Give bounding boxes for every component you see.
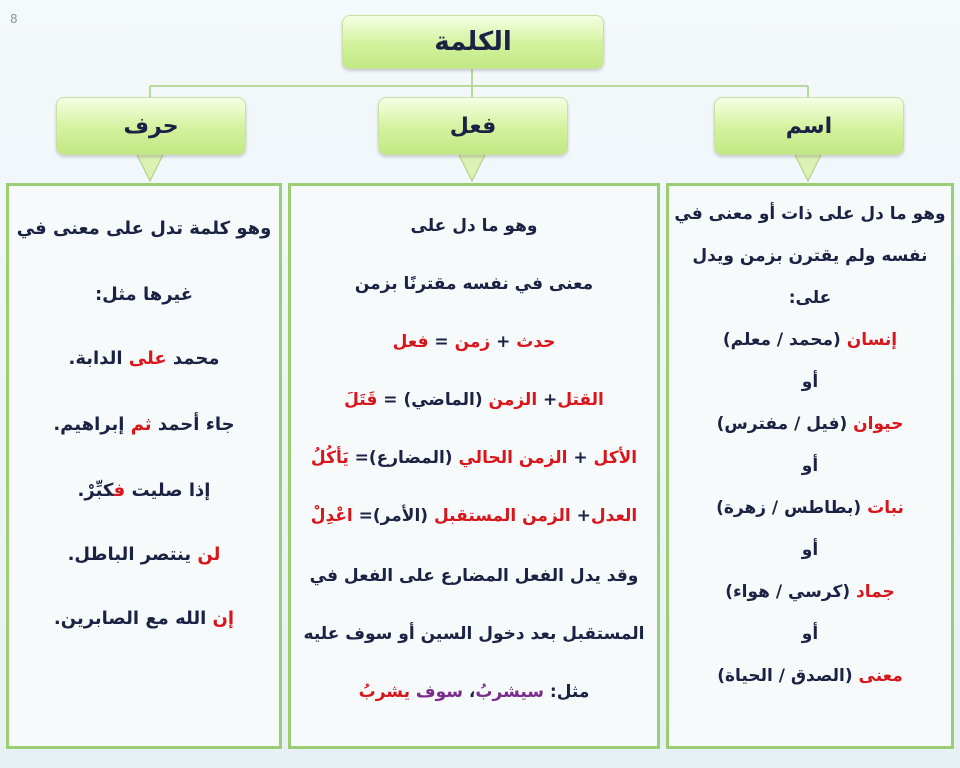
example-event: العدل	[590, 506, 638, 526]
example-tense: (الماضي) =	[377, 390, 489, 410]
verb-definition-box	[288, 183, 660, 749]
example-text: الله مع الصابرين.	[53, 608, 213, 629]
noun-definition-box	[666, 183, 954, 749]
noun-example-human	[673, 330, 947, 350]
example-detail: (محمد / معلم)	[722, 330, 847, 350]
particle-definition-box	[6, 183, 282, 749]
or-separator: أو	[801, 540, 819, 560]
example-plus: +	[570, 506, 591, 526]
example-text: إبراهيم.	[53, 414, 131, 435]
arrow-down-icon	[458, 153, 486, 181]
verb-note-line-2: المستقبل بعد دخول السين أو سوف عليه	[303, 624, 645, 644]
particle-example-1	[13, 348, 275, 369]
example-separator: ،	[463, 682, 476, 702]
noun-example-animal	[673, 414, 947, 434]
example-text: جاء أحمد	[151, 414, 235, 435]
category-node-particle	[56, 97, 246, 155]
noun-def-line-3: على:	[788, 288, 832, 308]
verb-equation	[295, 332, 653, 352]
example-time: الزمن الحالي	[458, 448, 568, 468]
particle-def-line-2: غيرها مثل:	[94, 284, 194, 305]
example-verb: يَأكُلُ	[310, 448, 349, 468]
example-tense: (الأمر)=	[352, 506, 434, 526]
example-verb: اعْدِلْ	[310, 506, 353, 526]
verb-def-line-1: وهو ما دل على	[410, 216, 538, 236]
verb-example-present	[295, 448, 653, 468]
example-particle: ثم	[130, 414, 152, 435]
example-event: الأكل	[593, 448, 638, 468]
category-label-noun: اسم	[785, 113, 833, 139]
category-label-particle: حرف	[123, 113, 179, 139]
or-separator: أو	[801, 624, 819, 644]
example-event: القتل	[557, 390, 604, 410]
verb-example-past	[295, 390, 653, 410]
example-time: الزمن المستقبل	[433, 506, 571, 526]
example-future-sin: سيشربُ	[475, 682, 545, 702]
example-detail: (فيل / مفترس)	[716, 414, 854, 434]
example-time: الزمن	[488, 390, 538, 410]
example-text: كبِّرْ.	[77, 480, 114, 501]
equation-verb: فعل	[392, 332, 429, 352]
or-separator: أو	[801, 456, 819, 476]
particle-example-2	[13, 414, 275, 435]
verb-note-line-1: وقد يدل الفعل المضارع على الفعل في	[309, 566, 639, 586]
example-text: ينتصر الباطل.	[67, 544, 198, 565]
root-label: الكلمة	[434, 27, 512, 57]
example-keyword: إنسان	[846, 330, 898, 350]
root-node-word	[342, 15, 604, 69]
example-keyword: جماد	[856, 582, 895, 602]
equation-time: زمن	[454, 332, 491, 352]
example-particle: لن	[197, 544, 221, 565]
example-text: محمد	[166, 348, 220, 369]
category-label-verb: فعل	[449, 113, 497, 139]
category-node-noun	[714, 97, 904, 155]
equation-event: حدث	[516, 332, 556, 352]
example-detail: (بطاطس / زهرة)	[716, 498, 868, 518]
example-particle: إن	[212, 608, 235, 629]
arrow-down-icon	[794, 153, 822, 181]
equation-plus: +	[490, 332, 517, 352]
particle-example-5	[13, 608, 275, 629]
noun-def-line-2: نفسه ولم يقترن بزمن ويدل	[692, 246, 928, 266]
example-plus: +	[567, 448, 594, 468]
example-detail: (الصدق / الحياة)	[717, 666, 859, 686]
example-keyword: نبات	[867, 498, 904, 518]
particle-def-line-1: وهو كلمة تدل على معنى في	[16, 218, 272, 239]
example-keyword: حيوان	[853, 414, 904, 434]
noun-example-plant	[673, 498, 947, 518]
noun-example-meaning	[673, 666, 947, 686]
example-particle: ف	[113, 480, 126, 501]
arrow-down-icon	[136, 153, 164, 181]
example-particle: على	[128, 348, 167, 369]
verb-example-imperative	[295, 506, 653, 526]
example-verb: قَتَلَ	[344, 390, 378, 410]
particle-example-3	[13, 480, 275, 501]
verb-note-example	[295, 682, 653, 702]
category-node-verb	[378, 97, 568, 155]
example-plus: +	[537, 390, 558, 410]
example-text: الدابة.	[68, 348, 129, 369]
example-keyword: معنى	[858, 666, 903, 686]
page-number: 8	[10, 12, 18, 26]
example-future-verb: يشربُ	[358, 682, 416, 702]
example-label: مثل:	[544, 682, 590, 702]
example-detail: (كرسي / هواء)	[725, 582, 857, 602]
verb-def-line-2: معنى في نفسه مقترنًا بزمن	[354, 274, 594, 294]
example-text: إذا صليت	[125, 480, 211, 501]
or-separator: أو	[801, 372, 819, 392]
example-future-sawfa: سوف	[415, 682, 463, 702]
particle-example-4	[13, 544, 275, 565]
noun-example-object	[673, 582, 947, 602]
equation-equals: =	[428, 332, 455, 352]
noun-def-line-1: وهو ما دل على ذات أو معنى في	[674, 204, 946, 224]
example-tense: (المضارع)=	[348, 448, 459, 468]
